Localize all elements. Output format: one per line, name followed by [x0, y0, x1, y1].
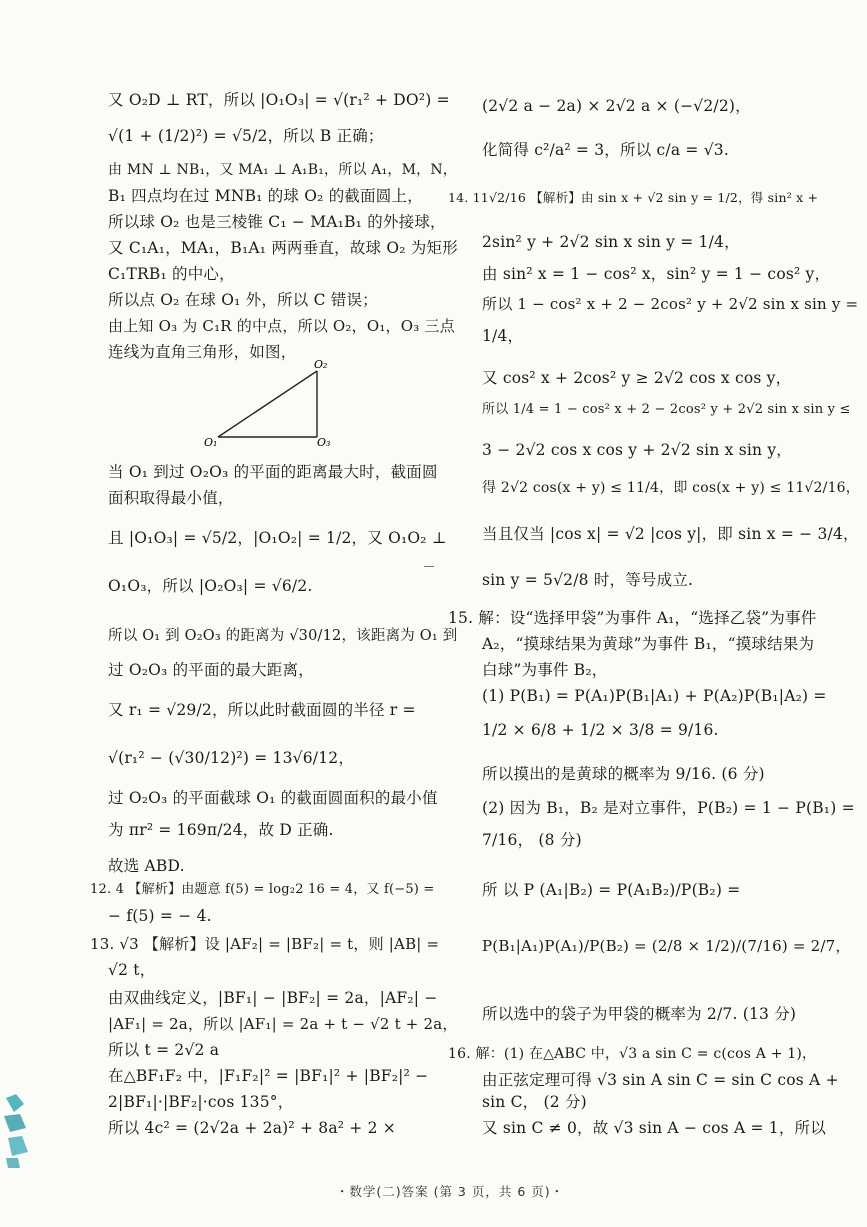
text-line: 所以 O₁ 到 O₂O₃ 的距离为 √30/12，该距离为 O₁ 到: [108, 628, 458, 644]
text-line: C₁TRB₁ 的中心，: [108, 265, 235, 283]
question-12: 12. 4 【解析】由题意 f(5) = log₂2 16 = 4，又 f(−5) =: [90, 882, 435, 897]
vertex-label: O₁: [204, 436, 218, 449]
triangle-hypotenuse: [218, 371, 317, 437]
text-line: 过 O₂O₃ 的平面截球 O₁ 的截面圆面积的最小值: [108, 789, 438, 807]
text-line: √2 t，: [108, 961, 156, 979]
text-line: (2) 因为 B₁，B₂ 是对立事件，P(B₂) = 1 − P(B₁) =: [482, 799, 855, 817]
question-14: 14. 11√2/16 【解析】由 sin x + √2 sin y = 1/2，得 sin² x +: [448, 190, 819, 205]
text-line: 所以球 O₂ 也是三棱锥 C₁ − MA₁B₁ 的外接球，: [108, 213, 446, 231]
text-line: sin C， (2 分): [482, 1093, 587, 1111]
right-triangle-figure: [98, 356, 338, 456]
text-line: 又 cos² x + 2cos² y ≥ 2√2 cos x cos y，: [482, 369, 792, 387]
text-line: − f(5) = − 4.: [108, 907, 212, 925]
text-line: 为 πr² = 169π/24，故 D 正确.: [108, 821, 334, 839]
text-line: 2|BF₁|·|BF₂|·cos 135°，: [108, 1093, 294, 1111]
text-line: 又 O₂D ⊥ RT，所以 |O₁O₃| = √(r₁² + DO²) =: [108, 91, 450, 109]
page-footer: ・数学(二)答案 (第 3 页，共 6 页)・: [335, 1184, 565, 1199]
text-line: 白球”为事件 B₂，: [482, 661, 608, 679]
text-line: 当 O₁ 到过 O₂O₃ 的平面的距离最大时，截面圆: [108, 463, 438, 481]
text-line: 7/16， (8 分): [482, 831, 582, 849]
text-line: 所以 1/4 = 1 − cos² x + 2 − 2cos² y + 2√2 sin x sin y ≤: [482, 402, 851, 417]
stamp-fragment: [2, 1092, 36, 1170]
text-line: √(r₁² − (√30/12)²) = 13√6/12，: [108, 749, 355, 767]
text-line: P(B₁|A₁)P(A₁)/P(B₂) = (2/8 × 1/2)/(7/16) = 2/7，: [482, 937, 851, 955]
text-line: 2sin² y + 2√2 sin x sin y = 1/4，: [482, 233, 740, 251]
text-line: √(1 + (1/2)²) = √5/2，所以 B 正确；: [108, 127, 384, 145]
text-line: 所以 t = 2√2 a: [108, 1041, 220, 1059]
text-line: 所以 1 − cos² x + 2 − 2cos² y + 2√2 sin x sin y =: [482, 295, 859, 313]
text-line: sin y = 5√2/8 时，等号成立.: [482, 571, 694, 589]
text-line: (1) P(B₁) = P(A₁)P(B₁|A₁) + P(A₂)P(B₁|A₂) =: [482, 687, 827, 705]
text-line: 由双曲线定义，|BF₁| − |BF₂| = 2a，|AF₂| −: [108, 989, 438, 1007]
margin-dash: [424, 566, 434, 567]
text-line: 故选 ABD.: [108, 857, 185, 875]
text-line: (2√2 a − 2a) × 2√2 a × (−√2/2)，: [482, 97, 751, 115]
text-line: 所以 4c² = (2√2a + 2a)² + 8a² + 2 ×: [108, 1119, 396, 1137]
text-line: 又 sin C ≠ 0，故 √3 sin A − cos A = 1，所以: [482, 1119, 826, 1137]
text-line: 过 O₂O₃ 的平面的最大距离，: [108, 661, 314, 679]
text-line: |AF₁| = 2a，所以 |AF₁| = 2a + t − √2 t + 2a，: [108, 1015, 458, 1033]
text-line: 1/4，: [482, 327, 524, 345]
text-line: O₁O₃，所以 |O₂O₃| = √6/2.: [108, 577, 313, 595]
text-line: 所以点 O₂ 在球 O₁ 外，所以 C 错误；: [108, 291, 378, 309]
question-13: 13. √3 【解析】设 |AF₂| = |BF₂| = t，则 |AB| =: [90, 935, 440, 953]
text-line: A₂，“摸球结果为黄球”为事件 B₁，“摸球结果为: [482, 635, 815, 653]
text-line: 又 r₁ = √29/2，所以此时截面圆的半径 r =: [108, 701, 416, 719]
text-line: 所以选中的袋子为甲袋的概率为 2/7. (13 分): [482, 1005, 797, 1023]
text-line: 所以摸出的是黄球的概率为 9/16. (6 分): [482, 765, 765, 783]
text-line: 由上知 O₃ 为 C₁R 的中点，所以 O₂，O₁，O₃ 三点: [108, 317, 455, 335]
text-line: 当且仅当 |cos x| = √2 |cos y|，即 sin x = − 3/4，: [482, 525, 859, 543]
text-line: 化简得 c²/a² = 3，所以 c/a = √3.: [482, 141, 729, 159]
text-line: 连线为直角三角形，如图，: [108, 343, 297, 361]
question-15: 15. 解：设“选择甲袋”为事件 A₁，“选择乙袋”为事件: [448, 609, 817, 627]
vertex-label: O₃: [317, 436, 331, 449]
text-line: 1/2 × 6/8 + 1/2 × 3/8 = 9/16.: [482, 721, 719, 739]
vertex-label: O₂: [314, 358, 328, 371]
text-line: 且 |O₁O₃| = √5/2，|O₁O₂| = 1/2，又 O₁O₂ ⊥: [108, 529, 447, 547]
text-line: 面积取得最小值，: [108, 489, 234, 507]
text-line: B₁ 四点均在过 MNB₁ 的球 O₂ 的截面圆上，: [108, 187, 423, 205]
text-line: 由 sin² x = 1 − cos² x，sin² y = 1 − cos² y，: [482, 265, 831, 283]
text-line: 所 以 P (A₁|B₂) = P(A₁B₂)/P(B₂) =: [482, 881, 741, 899]
text-line: 在△BF₁F₂ 中，|F₁F₂|² = |BF₁|² + |BF₂|² −: [108, 1067, 429, 1085]
text-line: 由正弦定理可得 √3 sin A sin C = sin C cos A +: [482, 1071, 839, 1089]
text-line: 由 MN ⊥ NB₁，又 MA₁ ⊥ A₁B₁，所以 A₁，M，N，: [108, 162, 458, 178]
text-line: 又 C₁A₁，MA₁，B₁A₁ 两两垂直，故球 O₂ 为矩形: [108, 239, 458, 257]
text-line: 3 − 2√2 cos x cos y + 2√2 sin x sin y，: [482, 441, 792, 459]
text-line: 得 2√2 cos(x + y) ≤ 11/4，即 cos(x + y) ≤ 11√2/16，: [482, 480, 860, 496]
question-16: 16. 解：(1) 在△ABC 中，√3 a sin C = c(cos A + 1)，: [448, 1046, 817, 1062]
